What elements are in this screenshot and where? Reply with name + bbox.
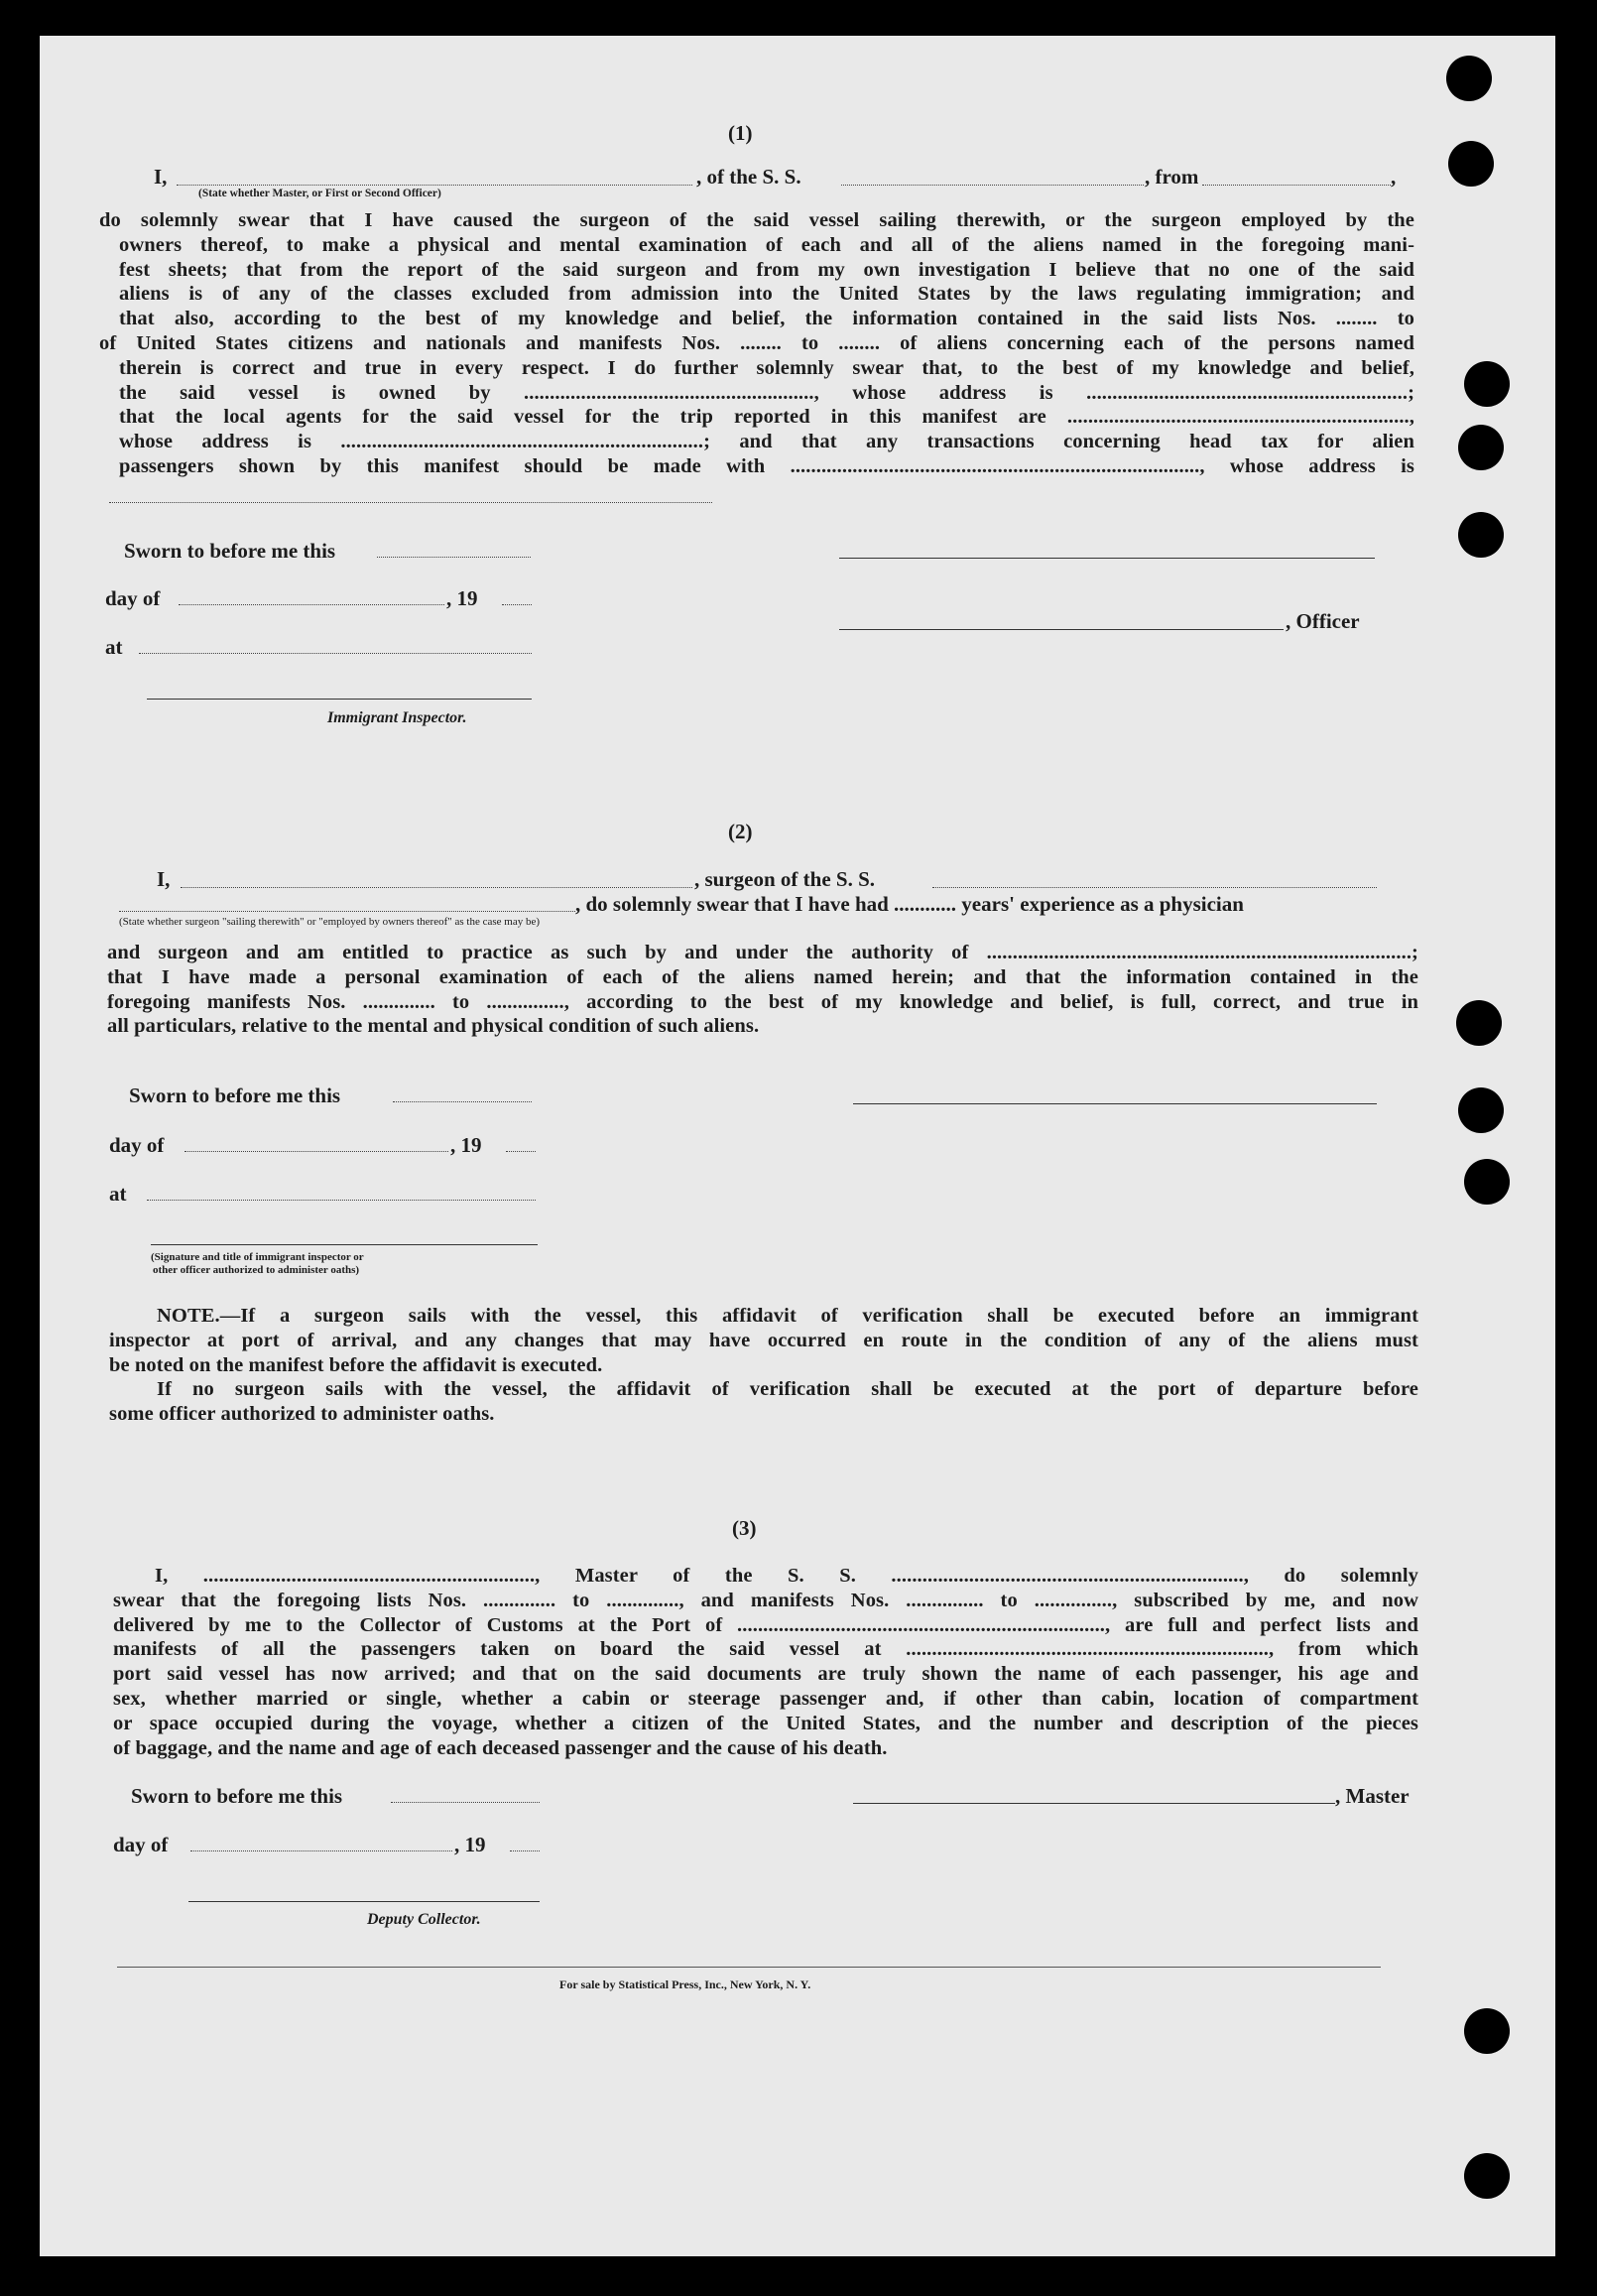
swear-line: , do solemnly swear that I have had ............ years' experience as a physician	[575, 892, 1244, 916]
footer-text: For sale by Statistical Press, Inc., New York, N. Y.	[559, 1977, 811, 1991]
body-line: manifests of all the passengers taken on board the said vessel at ......................................................................, from which	[113, 1638, 1418, 1661]
comma: ,	[1391, 165, 1397, 189]
day-of-label: day of	[105, 586, 161, 610]
body-line: foregoing manifests Nos. .............. to ..............., according to the best of my knowledge and belief, is full, correct, and true in	[107, 990, 1418, 1013]
body-line: swear that the foregoing lists Nos. .............. to .............., and manifests Nos. ............... to ..............., subscribed by me, and now	[113, 1589, 1418, 1611]
note-line: some officer authorized to administer oaths.	[109, 1403, 495, 1426]
punch-hole	[1464, 2008, 1510, 2054]
officer-signature-line[interactable]	[839, 629, 1284, 630]
body-line: and surgeon and am entitled to practice as such by and under the authority of ..................................................................................;	[107, 942, 1418, 963]
sig-note: (Signature and title of immigrant inspector or	[151, 1251, 364, 1263]
punch-hole	[1464, 1159, 1510, 1205]
sworn-label: Sworn to before me this	[131, 1784, 343, 1808]
surgeon-signature-line[interactable]	[853, 1103, 1377, 1104]
master-label: , Master	[1335, 1784, 1410, 1808]
from-label: , from	[1145, 165, 1199, 189]
section-1-i: I,	[154, 165, 168, 189]
punch-hole	[1456, 1000, 1502, 1046]
body-line: do solemnly swear that I have caused the surgeon of the said vessel sailing therewith, or the surgeon employed by the	[99, 209, 1414, 231]
body-line: that the local agents for the said vessel for the trip reported in this manifest are ..................................................................,	[119, 406, 1414, 429]
year-prefix: , 19	[454, 1833, 486, 1856]
punch-hole	[1464, 361, 1510, 407]
at-label: at	[105, 635, 123, 659]
body-line: of United States citizens and nationals and manifests Nos. ........ to ........ of aliens concerning each of the persons named	[99, 331, 1414, 354]
place-field[interactable]	[147, 1200, 536, 1201]
month-field[interactable]	[179, 604, 444, 605]
section-3-body	[113, 1564, 1418, 1760]
section-3-heading: (3)	[732, 1516, 757, 1540]
year-prefix: , 19	[446, 586, 478, 610]
sworn-date-field[interactable]	[377, 557, 531, 558]
note-line: NOTE.—If a surgeon sails with the vessel, this affidavit of verification shall be executed before an immigrant	[157, 1305, 1418, 1327]
master-signature-line[interactable]	[853, 1803, 1335, 1804]
body-line: passengers shown by this manifest should be made with ..............................................................................., whose address is	[119, 454, 1414, 477]
officer-label: , Officer	[1286, 609, 1360, 633]
body-line: sex, whether married or single, whether a cabin or steerage passenger and, if other than cabin, location of compartment	[113, 1687, 1418, 1710]
footer-divider	[117, 1967, 1381, 1968]
month-field[interactable]	[184, 1151, 448, 1152]
place-field[interactable]	[139, 653, 532, 654]
month-field[interactable]	[190, 1850, 452, 1851]
day-of-label: day of	[109, 1133, 165, 1157]
note-block	[109, 1304, 1418, 1427]
sig-note: other officer authorized to administer oaths)	[153, 1264, 360, 1276]
inspector-signature-line[interactable]	[147, 699, 532, 700]
punch-hole	[1458, 425, 1504, 470]
note-line: inspector at port of arrival, and any changes that may have occurred en route in the condition of any of the aliens must	[109, 1329, 1418, 1351]
deputy-label: Deputy Collector.	[367, 1911, 481, 1928]
body-line: owners thereof, to make a physical and mental examination of each and all of the aliens named in the foregoing mani-	[119, 233, 1414, 256]
year-field[interactable]	[502, 604, 532, 605]
inspector-label: Immigrant Inspector.	[327, 709, 467, 726]
body-line: delivered by me to the Collector of Customs at the Port of ......................................................................., are full and perfect lists and	[113, 1613, 1418, 1636]
body-line: or space occupied during the voyage, whether a citizen of the United States, and the number and description of the pieces	[113, 1712, 1418, 1734]
from-port-field[interactable]	[1202, 185, 1391, 186]
officer-name-field[interactable]	[177, 185, 692, 186]
body-line: that I have made a personal examination of each of the aliens named herein; and that the information contained in the	[107, 965, 1418, 988]
day-of-label: day of	[113, 1833, 169, 1856]
surgeon-of-label: , surgeon of the S. S.	[694, 867, 876, 891]
surgeon-status-field[interactable]	[119, 911, 575, 912]
sworn-label: Sworn to before me this	[124, 539, 336, 563]
body-line: I, ................................................................, Master of the S. S. ...................................................................., do solemnly	[155, 1565, 1418, 1587]
year-prefix: , 19	[450, 1133, 482, 1157]
document-page	[40, 36, 1555, 2256]
section-2-heading: (2)	[728, 820, 753, 843]
punch-hole	[1464, 2153, 1510, 2199]
body-line: that also, according to the best of my knowledge and belief, the information contained in the said lists Nos. ........ to	[119, 308, 1414, 330]
sworn-date-field[interactable]	[393, 1101, 532, 1102]
section-2-body	[107, 941, 1418, 1039]
punch-hole	[1458, 1087, 1504, 1133]
surgeon-vessel-field[interactable]	[932, 887, 1377, 888]
vessel-name-field[interactable]	[841, 185, 1144, 186]
punch-hole	[1458, 512, 1504, 558]
punch-hole	[1448, 141, 1494, 187]
body-line: the said vessel is owned by ........................................................, whose address is ..............................................................;	[119, 381, 1414, 404]
body-line: all particulars, relative to the mental and physical condition of such aliens.	[107, 1015, 760, 1038]
body-line: whose address is ......................................................................; and that any transactions concerning head tax for alien	[119, 431, 1414, 453]
surgeon-name-field[interactable]	[181, 887, 692, 888]
year-field[interactable]	[510, 1850, 540, 1851]
at-label: at	[109, 1182, 127, 1206]
section-1-body	[99, 208, 1414, 479]
body-line: of baggage, and the name and age of each deceased passenger and the cause of his death.	[113, 1736, 888, 1759]
section-1-heading: (1)	[728, 121, 753, 145]
note-line: If no surgeon sails with the vessel, the affidavit of verification shall be executed at the port of departure before	[157, 1378, 1418, 1401]
body-line: fest sheets; that from the report of the said surgeon and from my own investigation I believe that no one of the said	[119, 258, 1414, 281]
of-the-ss-label: , of the S. S.	[696, 165, 801, 189]
administering-officer-line[interactable]	[151, 1244, 538, 1245]
section-2-i: I,	[157, 867, 171, 891]
deputy-signature-line[interactable]	[188, 1901, 540, 1902]
note-line: be noted on the manifest before the affidavit is executed.	[109, 1353, 603, 1376]
sworn-date-field[interactable]	[391, 1802, 540, 1803]
body-line: aliens is of any of the classes excluded from admission into the United States by the laws regulating immigration; and	[119, 283, 1414, 306]
year-field[interactable]	[506, 1151, 536, 1152]
sworn-label: Sworn to before me this	[129, 1084, 341, 1107]
body-line: port said vessel has now arrived; and that on the said documents are truly shown the name of each passenger, his age and	[113, 1663, 1418, 1686]
punch-hole	[1446, 56, 1492, 101]
agent-address-field[interactable]	[109, 502, 712, 503]
surgeon-note: (State whether surgeon "sailing therewith" or "employed by owners thereof" as the case may be)	[119, 916, 541, 928]
officer-note: (State whether Master, or First or Second Officer)	[198, 188, 441, 199]
body-line: therein is correct and true in every respect. I do further solemnly swear that, to the best of my knowledge and belief,	[119, 356, 1414, 379]
signature-line[interactable]	[839, 558, 1375, 559]
